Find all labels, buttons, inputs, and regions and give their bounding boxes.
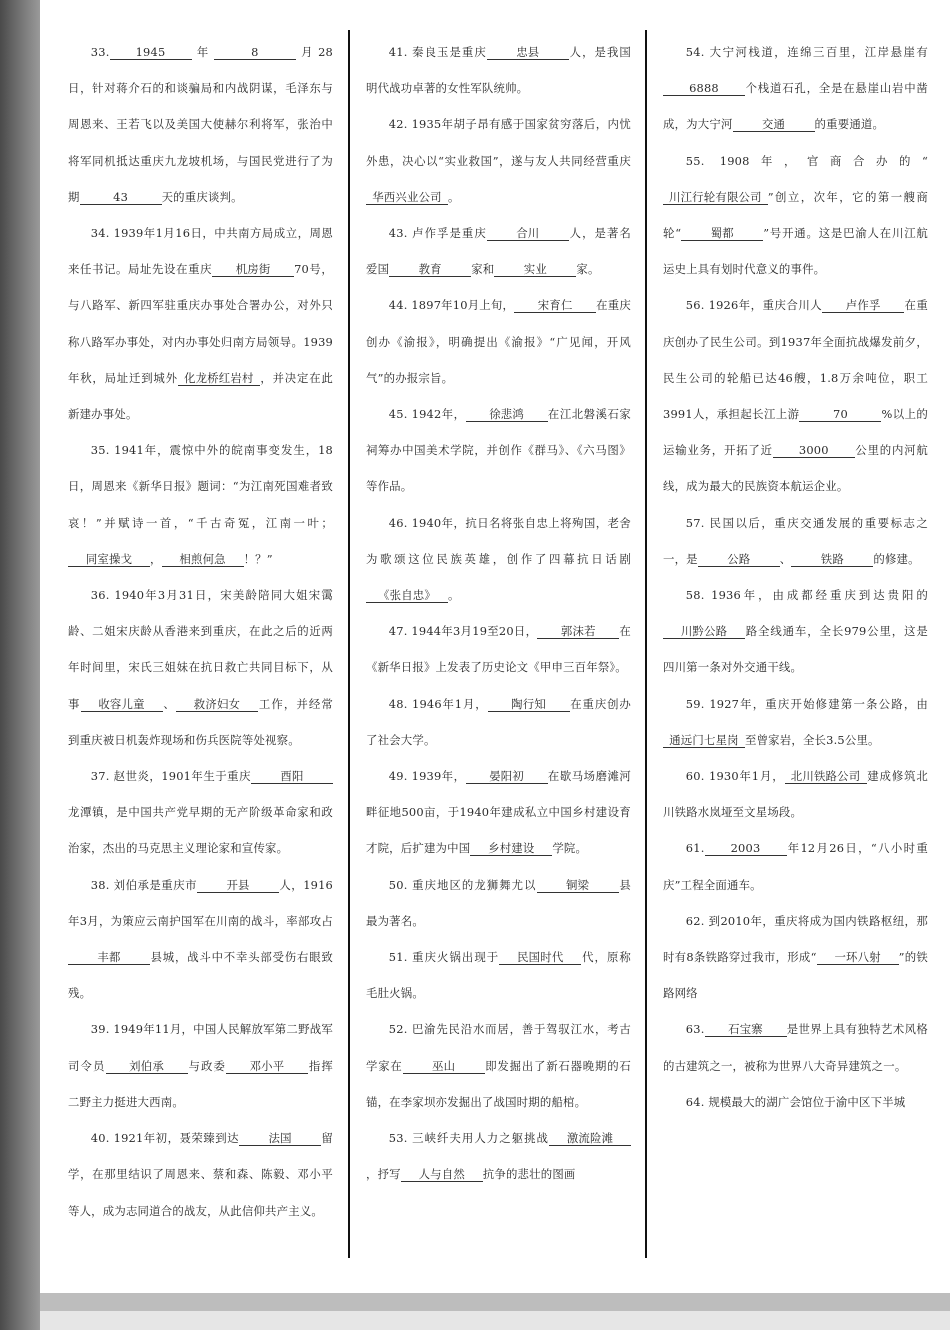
- question-text: 62. 到2010年，重庆将成为国内铁路枢纽，那时有8条铁路穿过我市，形成“: [663, 913, 928, 965]
- answer-blank: 教育: [389, 262, 471, 277]
- question-text: 建成修筑北川铁路水岚垭至文星场段。: [663, 769, 928, 820]
- question-39: [68, 1011, 333, 1120]
- question-text: 33.: [90, 45, 110, 59]
- question-text: 年: [191, 45, 214, 59]
- question-text: 在重庆创办了民生公司。到1937年全面抗战爆发前夕，民生公司的轮船已达46艘，1.8万余吨位，职工3991人，承担起长江上游: [663, 298, 928, 422]
- question-text: 38. 刘伯承是重庆市: [90, 877, 198, 892]
- question-text: 县城，战斗中不幸头部受伤右眼致残。: [68, 950, 333, 1001]
- question-46: [366, 505, 631, 614]
- answer-blank: 《张自忠》: [366, 588, 448, 603]
- answer-blank: 民国时代: [499, 950, 581, 965]
- question-text: 47. 1944年3月19至20日，: [388, 624, 538, 639]
- answer-blank: 晏阳初: [466, 769, 548, 784]
- question-text: 39. 1949年11月，中国人民解放军第二野战军司令员: [68, 1022, 333, 1073]
- question-text: ！？”: [243, 551, 273, 566]
- answer-blank: 宋育仁: [514, 298, 596, 313]
- question-text: 在重庆创办《渝报》，明确提出《渝报》“广见闻，开风气”的办报宗旨。: [366, 298, 631, 385]
- question-text: 、: [779, 551, 792, 566]
- question-36: [68, 577, 333, 758]
- question-text: 48. 1946年1月，: [388, 696, 488, 711]
- question-text: 路全线通车，全长979公里，这是四川第一条对外交通干线。: [663, 624, 928, 675]
- answer-blank: 忠县: [487, 45, 569, 60]
- question-60: [663, 758, 928, 830]
- question-53: [366, 1120, 631, 1192]
- question-text: 即发掘出了新石器晚期的石锚，在李家坝亦发掘出了战国时期的船棺。: [366, 1058, 631, 1109]
- question-text: 家和: [471, 262, 495, 277]
- answer-blank: 酉阳: [251, 769, 333, 784]
- answer-blank: 徐悲鸿: [466, 407, 548, 422]
- question-50: [366, 867, 631, 939]
- question-text: 的修建。: [873, 551, 920, 566]
- question-text: 。: [448, 588, 460, 603]
- answer-blank: 化龙桥红岩村: [178, 371, 260, 386]
- question-text: 年12月26日，“八小时重庆”工程全面通车。: [663, 841, 928, 892]
- answer-blank: 刘伯承: [106, 1059, 188, 1074]
- answer-blank: 华西兴业公司: [366, 190, 448, 205]
- column-divider-2: [645, 30, 647, 1258]
- question-text: ，抒写: [366, 1167, 401, 1182]
- answer-blank: 一环八射: [817, 950, 899, 965]
- question-text: 月28日，针对蒋介石的和谈骗局和内战阴谋，毛泽东与周恩来、王若飞以及美国大使赫尔利将军，张治中将军同机抵达重庆九龙坡机场，与国民党进行了为期: [68, 45, 333, 204]
- answer-blank: 石宝寨: [705, 1022, 787, 1037]
- answer-blank: 人与自然: [401, 1167, 483, 1182]
- question-text: 在重庆创办了社会大学。: [366, 696, 631, 747]
- question-text: 63.: [685, 1022, 705, 1037]
- question-41: [366, 34, 631, 106]
- answer-blank: 公路: [698, 552, 780, 567]
- bottom-edge-band-light: [40, 1311, 950, 1330]
- column-2: [366, 34, 631, 1193]
- answer-blank: 铜梁: [537, 878, 619, 893]
- answer-blank: 丰都: [68, 950, 150, 965]
- question-43: [366, 215, 631, 287]
- question-text: 41. 秦良玉是重庆: [388, 45, 487, 59]
- question-text: 代，原称毛肚火锅。: [366, 950, 631, 1001]
- question-56: [663, 287, 928, 504]
- column-3: [663, 34, 928, 1120]
- answer-blank: 救济妇女: [176, 697, 258, 712]
- question-text: 44. 1897年10月上旬，: [388, 298, 515, 313]
- question-text: 60. 1930年1月，: [685, 769, 785, 784]
- question-text: 在江北磐溪石家祠筹办中国美术学院，并创作《群马》、《六马图》等作品。: [366, 407, 631, 494]
- answer-blank: 卢作孚: [822, 298, 904, 313]
- question-text: 51. 重庆火锅出现于: [388, 950, 500, 965]
- answer-blank: 北川铁路公司: [785, 769, 867, 784]
- question-51: [366, 939, 631, 1011]
- answer-blank: 乡村建设: [470, 841, 552, 856]
- question-text: 35. 1941年，震惊中外的皖南事变发生，18日，周恩来《新华日报》题词：“为江南死国难者致哀！”并赋诗一首，“千古奇冤，江南一叶；: [68, 443, 333, 530]
- answer-blank: 8: [214, 45, 296, 60]
- answer-blank: 陶行知: [488, 697, 570, 712]
- question-text: 留学，在那里结识了周恩来、蔡和森、陈毅、邓小平等人，成为志同道合的战友，从此信仰共产主义。: [68, 1131, 333, 1218]
- question-59: [663, 686, 928, 758]
- question-text: 人，1916年3月，为策应云南护国军在川南的战斗，率部攻占: [68, 877, 333, 928]
- question-54: [663, 34, 928, 143]
- question-text: 34. 1939年1月16日，中共南方局成立，周恩来任书记。局址先设在重庆: [68, 226, 333, 277]
- question-text: 龙潭镇，是中国共产党早期的无产阶级革命家和政治家，杰出的马克思主义理论家和宣传家。: [68, 805, 333, 856]
- question-33: [68, 34, 333, 215]
- question-text: 至曾家岩，全长3.5公里。: [745, 732, 880, 747]
- question-text: 37. 赵世炎，1901年生于重庆: [90, 769, 251, 784]
- question-55: [663, 143, 928, 288]
- question-text: 54. 大宁河栈道，连绵三百里，江岸悬崖有: [685, 45, 928, 59]
- question-text: ”创立，次年，它的第一艘商轮“: [663, 189, 928, 241]
- question-text: 58. 1936年，由成都经重庆到达贵阳的: [685, 588, 928, 603]
- question-34: [68, 215, 333, 432]
- answer-blank: 6888: [663, 81, 745, 96]
- question-text: 59. 1927年，重庆开始修建第一条公路，由: [685, 696, 928, 711]
- column-1: [68, 34, 333, 1229]
- question-63: [663, 1011, 928, 1083]
- answer-blank: 合川: [487, 226, 569, 241]
- question-62: [663, 903, 928, 1012]
- question-text: 公里的内河航线，成为最大的民族资本航运企业。: [663, 443, 928, 494]
- answer-blank: 相煎何急: [162, 552, 244, 567]
- question-text: 64. 规模最大的湖广会馆位于渝中区下半城: [685, 1094, 906, 1109]
- answer-blank: 2003: [705, 841, 787, 856]
- question-58: [663, 577, 928, 686]
- question-text: ”的铁路网络: [663, 950, 928, 1001]
- question-text: 、: [162, 696, 176, 711]
- answer-blank: 郭沫若: [537, 624, 619, 639]
- question-37: [68, 758, 333, 867]
- question-35: [68, 432, 333, 577]
- question-text: 46. 1940年，抗日名将张自忠上将殉国，老舍为歌颂这位民族英雄，创作了四幕抗日话剧: [366, 515, 631, 566]
- question-text: 52. 巴渝先民沿水而居，善于驾驭江水，考古学家在: [366, 1022, 631, 1073]
- question-49: [366, 758, 631, 867]
- question-38: [68, 867, 333, 1012]
- question-45: [366, 396, 631, 505]
- question-text: 36. 1940年3月31日，宋美龄陪同大姐宋霭龄、二姐宋庆龄从香港来到重庆，在此之后的近两年时间里，宋氏三姐妹在抗日救亡共同目标下，从事: [68, 588, 333, 711]
- answer-blank: 交通: [733, 117, 815, 132]
- question-text: 50. 重庆地区的龙狮舞尤以: [388, 877, 537, 892]
- answer-blank: 同室操戈: [68, 552, 150, 567]
- question-text: 学院。: [552, 841, 588, 856]
- answer-blank: 收容儿童: [81, 697, 163, 712]
- question-text: 是世界上具有独特艺术风格的古建筑之一，被称为世界八大奇异建筑之一。: [663, 1022, 928, 1073]
- question-text: 指挥二野主力挺进大西南。: [68, 1058, 333, 1109]
- answer-blank: 通远门七星岗: [663, 733, 745, 748]
- question-text: %以上的运输业务，开拓了近: [663, 407, 928, 458]
- answer-blank: 蜀都: [681, 226, 763, 241]
- question-text: 61.: [685, 841, 705, 856]
- answer-blank: 机房街: [212, 262, 294, 277]
- question-text: ，并决定在此新建办事处。: [68, 370, 333, 422]
- question-text: 个栈道石孔，全是在悬崖山岩中凿成，为大宁河: [663, 81, 928, 132]
- question-text: 57. 民国以后，重庆交通发展的重要标志之一，是: [663, 515, 928, 566]
- answer-blank: 激流险滩: [549, 1131, 631, 1146]
- answer-blank: 川江行轮有限公司: [663, 190, 768, 205]
- question-text: 人，是我国明代战功卓著的女性军队统帅。: [366, 45, 631, 96]
- question-64: [663, 1084, 928, 1120]
- question-text: 42. 1935年胡子昂有感于国家贫穷落后，内忧外患，决心以“实业救国”，遂与友人共同经营重庆: [366, 117, 631, 168]
- question-text: 。: [448, 189, 460, 204]
- question-48: [366, 686, 631, 758]
- question-text: 70号，与八路军、新四军驻重庆办事处合署办公，对外只称八路军办事处，对内办事处归南方局领导。1939年秋，局址迁到城外: [68, 262, 334, 385]
- question-47: [366, 613, 631, 685]
- question-text: 工作，并经常到重庆被日机轰炸现场和伤兵医院等处视察。: [68, 696, 334, 747]
- answer-blank: 实业: [494, 262, 576, 277]
- question-text: 抗争的悲壮的图画: [482, 1167, 576, 1182]
- question-text: 56. 1926年，重庆合川人: [685, 298, 823, 313]
- answer-blank: 3000: [773, 443, 855, 458]
- question-text: 家。: [576, 262, 600, 277]
- question-42: [366, 106, 631, 215]
- answer-blank: 巫山: [403, 1059, 485, 1074]
- answer-blank: 70: [799, 407, 881, 422]
- left-edge-shadow: [0, 0, 40, 1330]
- question-text: 在歇马场磨滩河畔征地500亩，于1940年建成私立中国乡村建设育才院，后扩建为中国: [366, 769, 631, 856]
- answer-blank: 开县: [197, 878, 279, 893]
- question-text: 县最为著名。: [366, 877, 631, 928]
- question-text: 55. 1908年，官商合办的“: [685, 153, 928, 168]
- question-44: [366, 287, 631, 396]
- answer-blank: 法国: [239, 1131, 321, 1146]
- question-61: [663, 830, 928, 902]
- answer-blank: 铁路: [791, 552, 873, 567]
- question-40: [68, 1120, 333, 1229]
- question-text: 与政委: [187, 1058, 226, 1073]
- question-text: 人，是著名爱国: [366, 226, 631, 277]
- question-text: 53. 三峡纤夫用人力之躯挑战: [388, 1131, 549, 1146]
- question-text: 45. 1942年，: [388, 407, 466, 422]
- answer-blank: 1945: [110, 45, 192, 60]
- question-text: 43. 卢作孚是重庆: [388, 226, 487, 241]
- question-text: 在《新华日报》上发表了历史论文《甲申三百年祭》。: [366, 624, 632, 675]
- bottom-edge-band: [40, 1293, 950, 1311]
- question-52: [366, 1011, 631, 1120]
- column-divider-1: [348, 30, 350, 1258]
- answer-blank: 43: [80, 190, 162, 205]
- answer-blank: 川黔公路: [663, 624, 745, 639]
- question-text: ，: [150, 551, 162, 566]
- question-text: 40. 1921年初，聂荣臻到达: [90, 1131, 240, 1146]
- question-text: 的重要通道。: [814, 117, 885, 132]
- question-text: 49. 1939年，: [388, 769, 466, 784]
- question-text: ”号开通。这是巴渝人在川江航运史上具有划时代意义的事件。: [663, 226, 928, 277]
- question-57: [663, 505, 928, 577]
- question-text: 天的重庆谈判。: [161, 189, 243, 204]
- answer-blank: 邓小平: [226, 1059, 308, 1074]
